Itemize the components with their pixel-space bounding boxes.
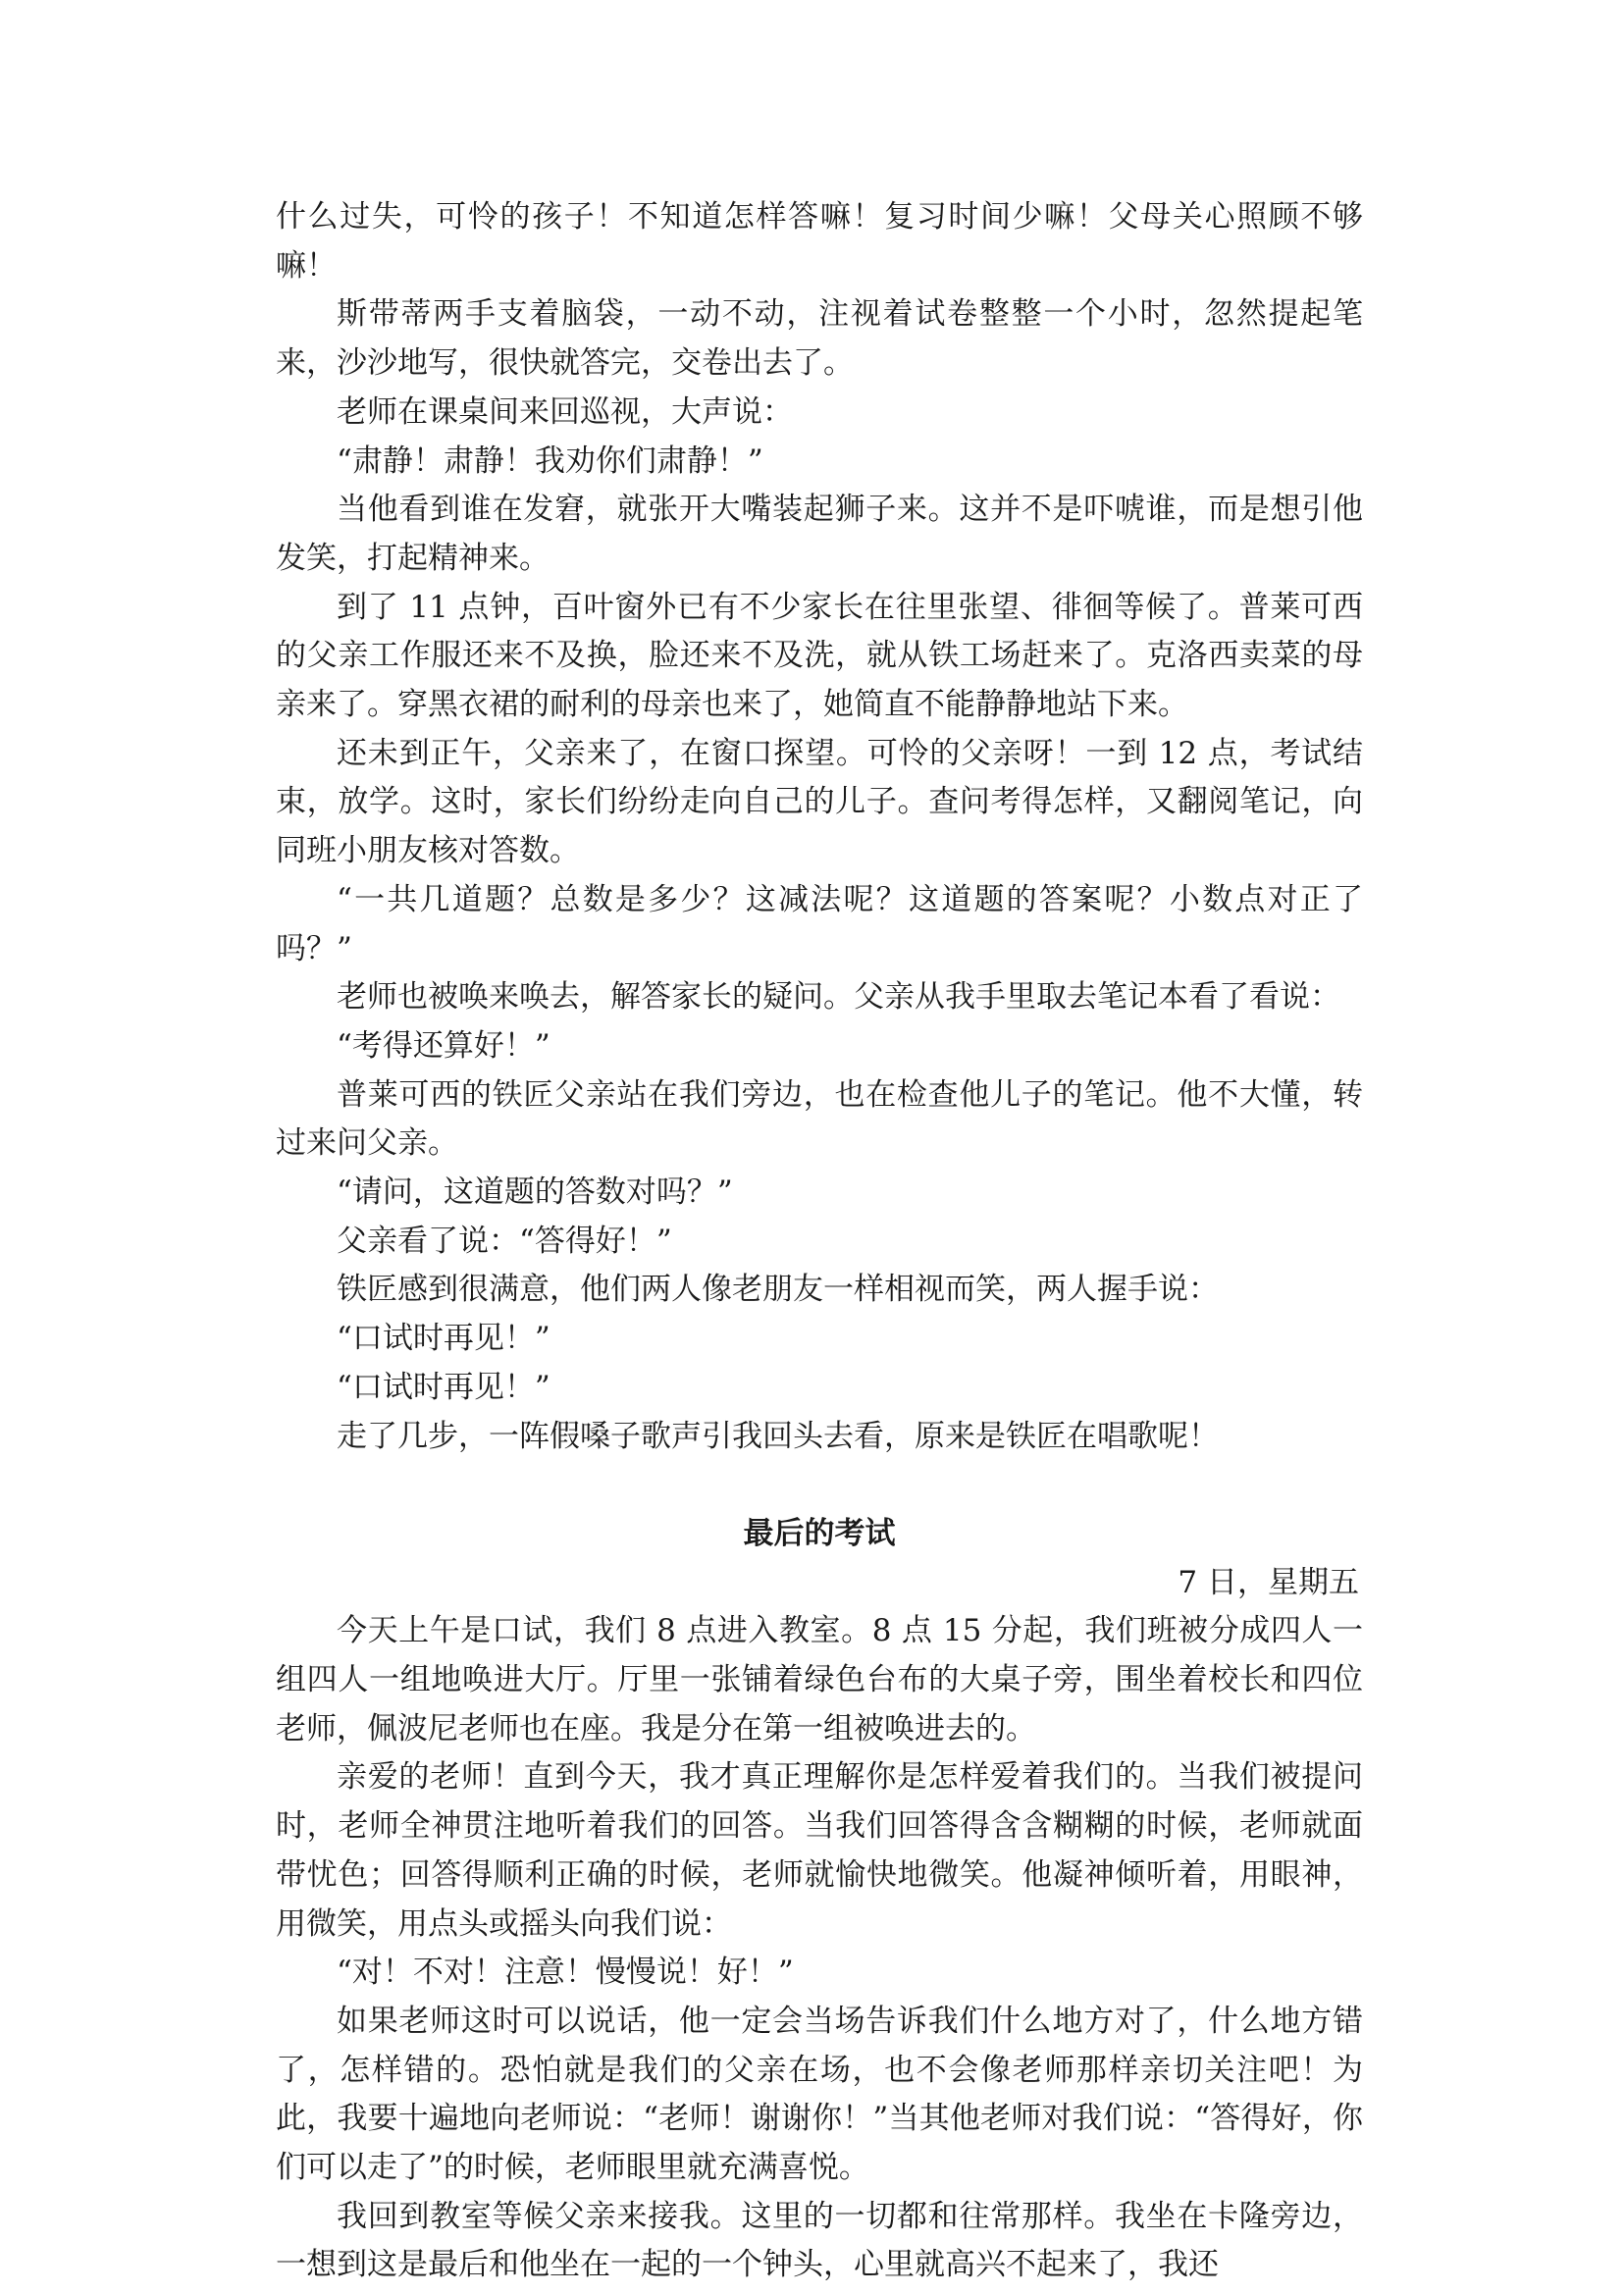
document-page [276, 193, 1363, 2290]
paragraph: 亲爱的老师！直到今天，我才真正理解你是怎样爱着我们的。当我们被提问时，老师全神贯注地听着我们的回答。当我们回答得含含糊糊的时候，老师就面带忧色；回答得顺利正确的时候，老师就愉快地微笑。他凝神倾听着，用眼神，用微笑，用点头或摇头向我们说： [276, 1759, 1363, 1942]
paragraph: “请问，这道题的答数对吗？” [337, 1174, 733, 1211]
section-spacer [276, 1461, 1363, 1509]
paragraph: 走了几步，一阵假嗓子歌声引我回头去看，原来是铁匠在唱歌呢！ [337, 1418, 1219, 1454]
paragraph: 如果老师这时可以说话，他一定会当场告诉我们什么地方对了，什么地方错了，怎样错的。恐怕就是我们的父亲在场，也不会像老师那样亲切关注吧！为此，我要十遍地向老师说：“老师！谢谢你！”当其他老师对我们说：“答得好，你们可以走了”的时候，老师眼里就充满喜悦。 [276, 2003, 1363, 2186]
paragraph: 今天上午是口试，我们 8 点进入教室。8 点 15 分起，我们班被分成四人一组四人一组地唤进大厅。厅里一张铺着绿色台布的大桌子旁，围坐着校长和四位老师，佩波尼老师也在座。我是分在第一组被唤进去的。 [276, 1613, 1363, 1747]
paragraph: “肃静！肃静！我劝你们肃静！” [337, 443, 763, 479]
paragraph: 什么过失，可怜的孩子！不知道怎样答嘛！复习时间少嘛！父母关心照顾不够嘛！ [276, 199, 1363, 284]
section-title: 最后的考试 [743, 1516, 896, 1552]
paragraph: 铁匠感到很满意，他们两人像老朋友一样相视而笑，两人握手说： [337, 1272, 1219, 1308]
paragraph: 老师也被唤来唤去，解答家长的疑问。父亲从我手里取去笔记本看了看说： [337, 979, 1340, 1016]
paragraph: “考得还算好！” [337, 1027, 550, 1064]
paragraph: 还未到正午，父亲来了，在窗口探望。可怜的父亲呀！一到 12 点，考试结束，放学。这时，家长们纷纷走向自己的儿子。查问考得怎样，又翻阅笔记，向同班小朋友核对答数。 [276, 735, 1363, 869]
paragraph: “对！不对！注意！慢慢说！好！” [337, 1955, 794, 1991]
dateline: 7 日，星期五 [1178, 1565, 1359, 1601]
paragraph: 到了 11 点钟，百叶窗外已有不少家长在往里张望、徘徊等候了。普莱可西的父亲工作服还来不及换，脸还来不及洗，就从铁工场赶来了。克洛西卖菜的母亲来了。穿黑衣裙的耐利的母亲也来了，她简直不能静静地站下来。 [276, 589, 1363, 723]
paragraph: 我回到教室等候父亲来接我。这里的一切都和往常那样。我坐在卡隆旁边，一想到这是最后和他坐在一起的一个钟头，心里就高兴不起来了，我还 [276, 2198, 1363, 2283]
paragraph: 当他看到谁在发窘，就张开大嘴装起狮子来。这并不是吓唬谁，而是想引他发笑，打起精神来。 [276, 492, 1363, 576]
paragraph: 斯带蒂两手支着脑袋，一动不动，注视着试卷整整一个小时，忽然提起笔来，沙沙地写，很快就答完，交卷出去了。 [276, 296, 1363, 382]
paragraph: “一共几道题？总数是多少？这减法呢？这道题的答案呢？小数点对正了吗？” [276, 881, 1363, 966]
paragraph: “口试时再见！” [337, 1321, 550, 1357]
paragraph: 老师在课桌间来回巡视，大声说： [337, 393, 793, 430]
paragraph: “口试时再见！” [337, 1369, 550, 1405]
paragraph: 父亲看了说：“答得好！” [337, 1223, 672, 1259]
paragraph: 普莱可西的铁匠父亲站在我们旁边，也在检查他儿子的笔记。他不大懂，转过来问父亲。 [276, 1076, 1363, 1162]
